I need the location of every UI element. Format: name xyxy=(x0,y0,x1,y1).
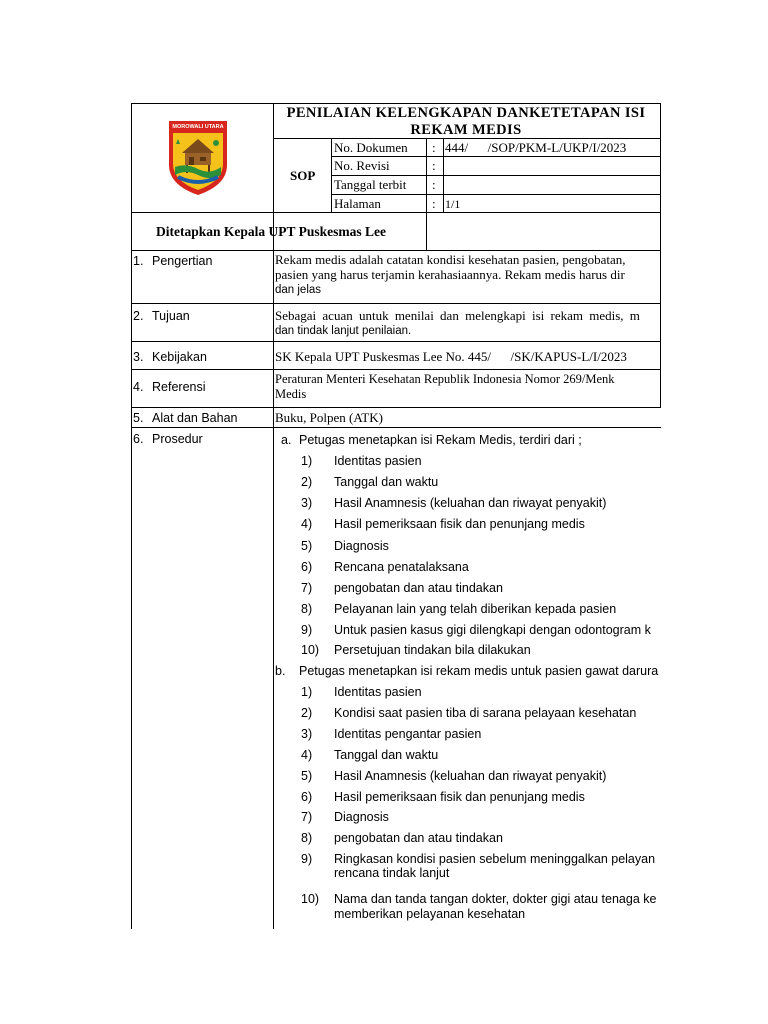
ditetapkan-label: Ditetapkan Kepala UPT Puskesmas Lee xyxy=(156,224,387,239)
b-item-num: 6) xyxy=(301,790,313,804)
prosedur-b-text: Petugas menetapkan isi rekam medis untuk pasien gawat darura xyxy=(299,664,659,678)
a-item-text: Tanggal dan waktu xyxy=(334,475,439,489)
prosedur-a-text: Petugas menetapkan isi Rekam Medis, terdiri dari ; xyxy=(299,433,582,447)
b-item-text: Identitas pasien xyxy=(334,685,422,699)
a-item-num: 3) xyxy=(301,496,313,510)
b-item-text: Kondisi saat pasien tiba di sarana pelayaan kesehatan xyxy=(334,706,637,720)
prosedur-label: Prosedur xyxy=(152,432,203,446)
document-title-line2: REKAM MEDIS xyxy=(410,122,522,138)
tujuan-label: Tujuan xyxy=(152,309,190,323)
b-item-text-cont: rencana tindak lanjut xyxy=(334,866,450,880)
b-item-num: 3) xyxy=(301,727,313,741)
logo-text: MOROWALI UTARA xyxy=(172,124,224,130)
a-item-num: 9) xyxy=(301,623,313,637)
a-item-num: 7) xyxy=(301,581,313,595)
referensi-line1: Peraturan Menteri Kesehatan Republik Indonesia Nomor 269/Menk xyxy=(275,372,615,386)
no-dokumen-value: 444/ /SOP/PKM-L/UKP/I/2023 xyxy=(445,140,627,155)
tujuan-line1: Sebagai acuan untuk menilai dan melengkapi isi rekam medis, m xyxy=(275,308,640,323)
referensi-num: 4. xyxy=(133,380,144,394)
tujuan-num: 2. xyxy=(133,309,144,323)
a-item-num: 5) xyxy=(301,539,313,553)
no-dokumen-label: No. Dokumen xyxy=(334,140,408,155)
referensi-line2: Medis xyxy=(275,387,307,401)
b-item-text: Hasil Anamnesis (keluahan dan riwayat penyakit) xyxy=(334,769,607,783)
b-item-text: Ringkasan kondisi pasien sebelum meninggalkan pelayan xyxy=(334,852,656,866)
a-item-text: Diagnosis xyxy=(334,539,389,553)
alat-line1: Buku, Polpen (ATK) xyxy=(275,410,383,425)
prosedur-num: 6. xyxy=(133,432,144,446)
alat-label: Alat dan Bahan xyxy=(152,411,238,425)
a-item-text: Untuk pasien kasus gigi dilengkapi dengan odontogram k xyxy=(334,623,651,637)
a-item-text: Rencana penatalaksana xyxy=(334,560,469,574)
pengertian-label: Pengertian xyxy=(152,254,213,268)
halaman-label: Halaman xyxy=(334,196,381,211)
halaman-value: 1/1 xyxy=(445,197,461,211)
b-item-num: 1) xyxy=(301,685,313,699)
pengertian-line3: dan jelas xyxy=(275,284,322,296)
no-revisi-sep: : xyxy=(432,158,436,173)
a-item-text: Persetujuan tindakan bila dilakukan xyxy=(334,643,531,657)
b-item-text: Tanggal dan waktu xyxy=(334,748,439,762)
prosedur-a-marker: a. xyxy=(281,433,292,447)
no-revisi-label: No. Revisi xyxy=(334,158,390,173)
b-item-text: Diagnosis xyxy=(334,810,389,824)
pengertian-line1: Rekam medis adalah catatan kondisi kesehatan pasien, pengobatan, xyxy=(275,252,626,267)
a-item-text: pengobatan dan atau tindakan xyxy=(334,581,503,595)
content-column xyxy=(275,250,660,930)
b-item-num: 7) xyxy=(301,810,313,824)
b-item-text: Identitas pengantar pasien xyxy=(334,727,482,741)
a-item-num: 8) xyxy=(301,602,313,616)
b-item-num: 10) xyxy=(301,892,320,906)
sop-label: SOP xyxy=(290,168,316,183)
b-item-text-cont: memberikan pelayanan kesehatan xyxy=(334,907,526,921)
kebijakan-label: Kebijakan xyxy=(152,350,207,364)
b-item-num: 8) xyxy=(301,831,313,845)
halaman-sep: : xyxy=(432,196,436,211)
a-item-num: 6) xyxy=(301,560,313,574)
pengertian-line2: pasien yang harus terjamin kerahasiaannya. Rekam medis harus dir xyxy=(275,267,625,282)
a-item-num: 1) xyxy=(301,454,313,468)
referensi-label: Referensi xyxy=(152,380,206,394)
a-item-num: 4) xyxy=(301,517,313,531)
a-item-text: Identitas pasien xyxy=(334,454,422,468)
tanggal-terbit-sep: : xyxy=(432,177,436,192)
kebijakan-line1: SK Kepala UPT Puskesmas Lee No. 445/ /SK/KAPUS-L/I/2023 xyxy=(275,349,627,364)
a-item-num: 10) xyxy=(301,643,320,657)
tanggal-terbit-label: Tanggal terbit xyxy=(334,177,407,192)
prosedur-b-marker: b. xyxy=(275,664,286,678)
pengertian-num: 1. xyxy=(133,254,144,268)
a-item-text: Hasil pemeriksaan fisik dan penunjang medis xyxy=(334,517,585,531)
b-item-text: pengobatan dan atau tindakan xyxy=(334,831,503,845)
b-item-num: 4) xyxy=(301,748,313,762)
b-item-num: 9) xyxy=(301,852,313,866)
logo xyxy=(166,117,230,197)
document-title-line1: PENILAIAN KELENGKAPAN DANKETETAPAN ISI xyxy=(286,105,646,121)
tujuan-line2: dan tindak lanjut penilaian. xyxy=(275,325,412,337)
kebijakan-num: 3. xyxy=(133,350,144,364)
b-item-num: 5) xyxy=(301,769,313,783)
a-item-text: Hasil Anamnesis (keluahan dan riwayat penyakit) xyxy=(334,496,607,510)
alat-num: 5. xyxy=(133,411,144,425)
b-item-text: Nama dan tanda tangan dokter, dokter gigi atau tenaga ke xyxy=(334,892,657,906)
b-item-text: Hasil pemeriksaan fisik dan penunjang medis xyxy=(334,790,585,804)
b-item-num: 2) xyxy=(301,706,313,720)
no-dokumen-sep: : xyxy=(432,140,436,155)
a-item-num: 2) xyxy=(301,475,313,489)
a-item-text: Pelayanan lain yang telah diberikan kepada pasien xyxy=(334,602,617,616)
